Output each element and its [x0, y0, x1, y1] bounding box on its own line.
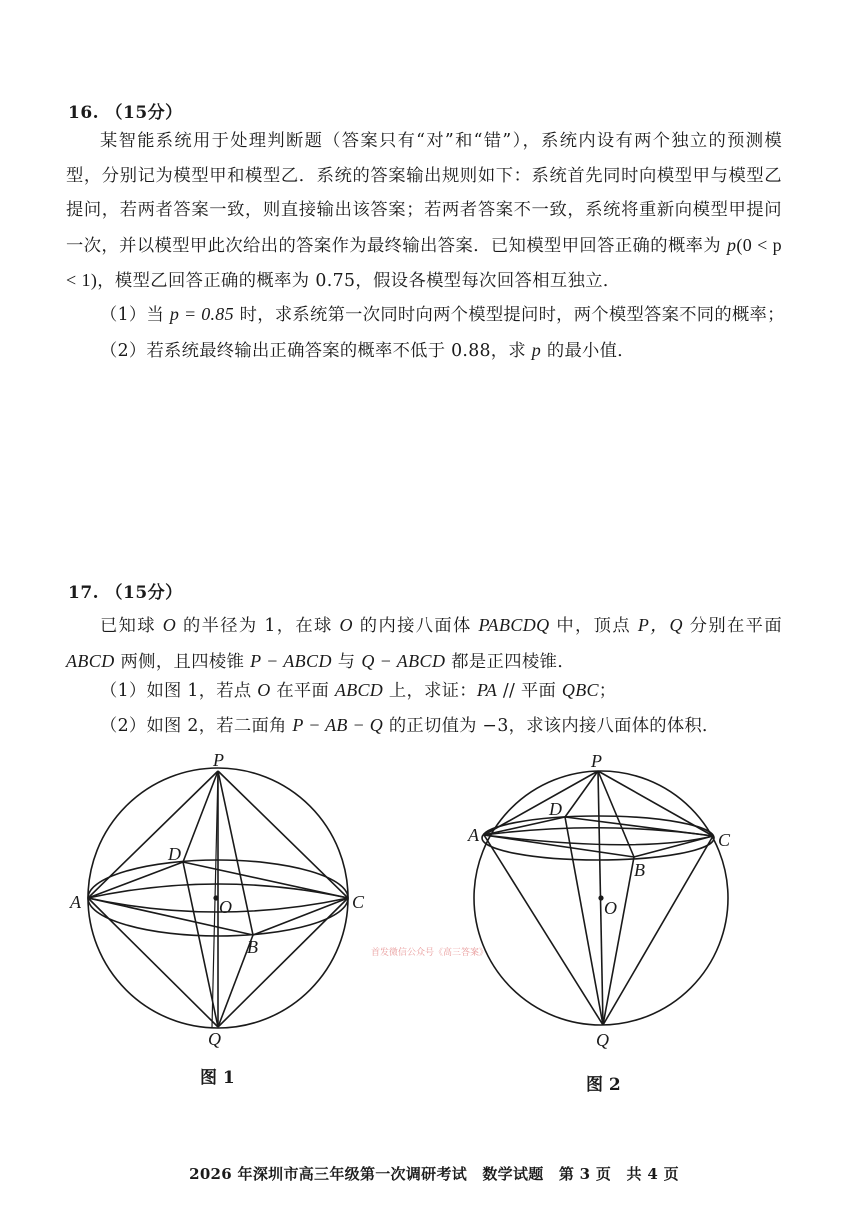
q17-pyr1: P − ABCD [250, 650, 332, 671]
fig2-label-A: A [468, 825, 479, 845]
q16-var-p: p [727, 234, 737, 255]
fig2-label-P: P [591, 751, 602, 771]
fig1-edge-PA [88, 771, 218, 898]
fig2-center-dot [598, 895, 603, 900]
q16-stem-text-a: 某智能系统用于处理判断题（答案只有“对”和“错”），系统内设有两个独立的预测模型，分别记为模型甲和模型乙．系统的答案输出规则如下：系统首先同时向模型甲与模型乙提问，若两者答案一致，则直接输出该答案；若两者答案不一致，系统将重新向模型甲提问一次，并以模型甲此次给出的答案作为最终输出答案．已知模型甲回答正确的概率为 [66, 131, 782, 256]
fig2-label-Q: Q [596, 1030, 609, 1050]
fig2-label-D: D [549, 799, 562, 819]
q17-pq: P，Q [637, 615, 683, 635]
q16-part1-b: 时，求系统第一次同时向两个模型提问时，两个模型答案不同的概率； [233, 305, 785, 325]
fig1-label-Q: Q [208, 1029, 221, 1049]
q17-t5: 分别在平面 [682, 616, 783, 636]
q16-stem-text-b: ，模型乙回答正确的概率为 0.75，假设各模型每次回答相互独立． [97, 271, 621, 291]
q17-t3: 的内接八面体 [352, 616, 479, 636]
q16-part2-p: p [531, 340, 542, 360]
page-footer: 2026 年深圳市高三年级第一次调研考试 数学试题 第 3 页 共 4 页 [189, 1165, 679, 1183]
q17-p1-pa: PA [476, 680, 498, 700]
q17-t4: 中，顶点 [549, 616, 638, 636]
q17-poly: PABCDQ [478, 615, 550, 635]
q17-p2-a: （2）如图 2，若二面角 [100, 716, 293, 736]
fig1-label-D: D [168, 844, 181, 864]
fig2-edge-DC [565, 817, 713, 836]
fig1-caption: 图 1 [200, 1068, 235, 1088]
fig2-edge-AB [484, 835, 634, 857]
fig2-label-O: O [604, 898, 617, 918]
q17-p1-plane: ABCD [334, 680, 384, 700]
fig1-edge-QC [218, 898, 348, 1027]
q17-heading: 17. （15分） [68, 583, 183, 603]
q17-p2-b: 的正切值为 −3，求该内接八面体的体积． [383, 716, 720, 736]
fig1-edge-QA [88, 898, 218, 1027]
q16-part1-a: （1）当 [100, 305, 170, 325]
q16-part1-eq: p = 0.85 [169, 304, 234, 324]
q16-range: (0 < p < 1) [66, 234, 782, 290]
fig1-label-P: P [213, 750, 224, 770]
q17-t2: 的半径为 1，在球 [176, 616, 340, 636]
q17-t7: 与 [331, 651, 362, 672]
q17-o1: O [162, 615, 177, 635]
q17-pyr2: Q − ABCD [361, 650, 446, 671]
q17-o2: O [339, 615, 353, 635]
q17-plane: ABCD [66, 650, 115, 671]
fig1-label-A: A [70, 892, 81, 912]
fig1-edge-CD [183, 862, 348, 898]
q17-p1-a: （1）如图 1，若点 [100, 681, 258, 701]
fig2-caption: 图 2 [586, 1075, 621, 1095]
watermark: 首发微信公众号《高三答案》 [371, 948, 489, 958]
q17-t8: 都是正四棱锥． [445, 651, 576, 672]
q17-p1-par: // 平面 [497, 681, 562, 701]
fig1-label-O: O [219, 897, 232, 917]
fig1-edge-PC [218, 771, 348, 898]
q17-p1-d: ； [598, 681, 617, 701]
fig1-edge-PD [183, 771, 218, 862]
q16-heading: 16. （15分） [68, 103, 183, 123]
fig1-center-dot [213, 895, 218, 900]
fig1-label-B: B [247, 937, 258, 957]
fig2-edge-PC [598, 771, 713, 836]
q16-part2-a: （2）若系统最终输出正确答案的概率不低于 0.88，求 [100, 341, 532, 361]
q17-p1-b: 在平面 [270, 681, 335, 701]
q17-p2-angle: P − AB − Q [292, 715, 384, 735]
q16-part2-b: 的最小值． [541, 341, 635, 361]
fig1-edge-CB [253, 898, 348, 935]
q17-p1-o: O [257, 680, 271, 700]
fig2-edge-PD [565, 771, 598, 817]
q17-t6: 两侧，且四棱锥 [114, 651, 251, 672]
fig2-edge-BC [634, 836, 713, 857]
q17-p1-c: 上，求证： [383, 681, 477, 701]
fig1-label-C: C [352, 892, 365, 912]
fig2-edge-QC [603, 836, 713, 1025]
q17-t1: 已知球 [100, 616, 163, 636]
fig2-edge-PA [484, 771, 598, 835]
q17-p1-qbc: QBC [561, 680, 599, 700]
fig2-label-C: C [718, 830, 731, 850]
fig2-label-B: B [634, 860, 645, 880]
